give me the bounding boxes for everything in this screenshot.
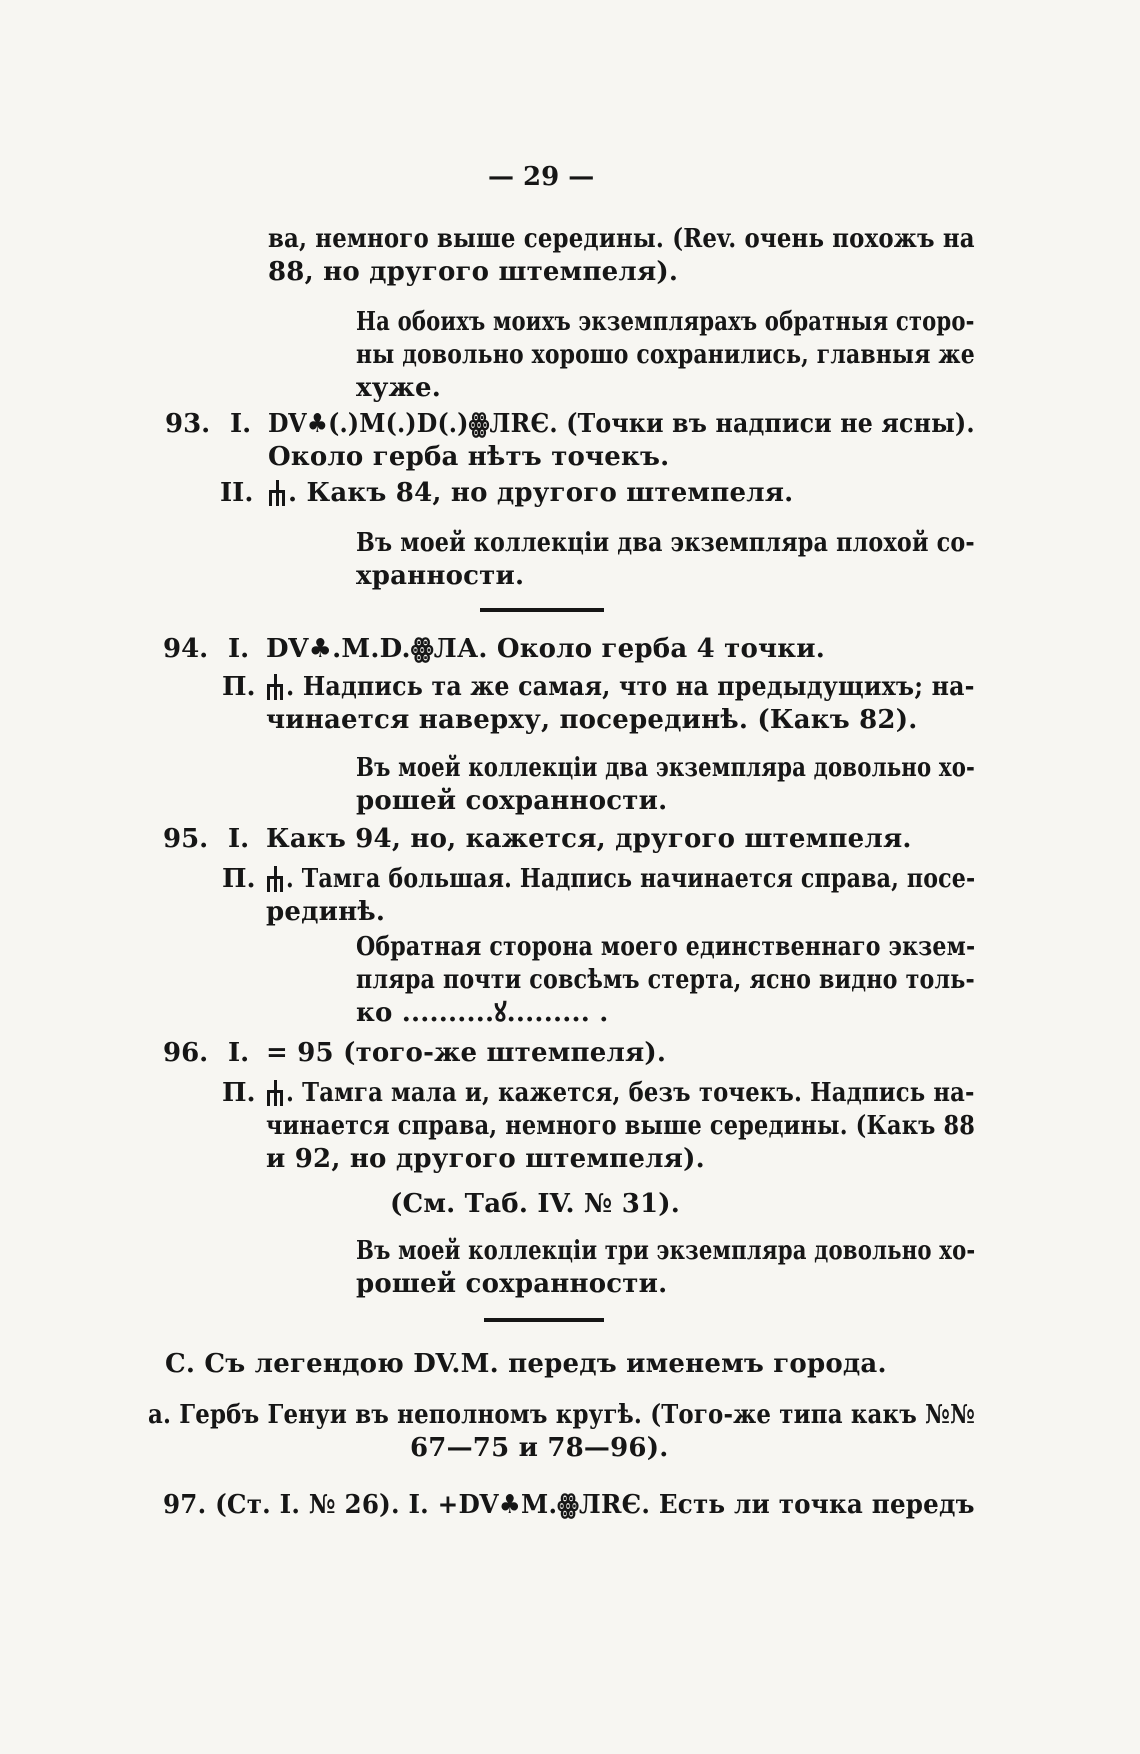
text-line: пляра почти совсѣмъ стерта, ясно видно толь- [356,965,975,995]
text-line: Въ моей коллекціи два экземпляра довольно хо- [356,753,976,783]
section-divider [484,1318,604,1322]
text-line: Въ моей коллекціи три экземпляра довольно хо- [356,1236,976,1266]
text-line: ко ..........ꙋ......... . [356,998,609,1028]
text-line: DV♣(.)M(.)D(.)ꙮЛRЄ. (Точки въ надписи не ясны). [268,409,975,439]
text-line: 88, но другого штемпеля). [268,257,679,287]
reverse-marker: II. [220,478,254,508]
text-line: 67—75 и 78—96). [410,1433,669,1463]
text-line: чинается справа, немного выше середины. (Какъ 88 [266,1111,976,1141]
text-line: Обратная сторона моего единственнаго экзем- [356,932,976,962]
page-number: — 29 — [488,162,595,192]
plate-reference: (См. Таб. IV. № 31). [390,1189,681,1219]
text-line: На обоихъ моихъ экземплярахъ обратныя сторо- [356,307,975,337]
text-line: хуже. [356,373,441,403]
text-line: ва, немного выше середины. (Rev. очень похожъ на [268,224,975,254]
text-line: Около герба нѣтъ точекъ. [268,442,670,472]
text-line: ны довольно хорошо сохранились, главныя же [356,340,975,370]
text-line: . Тамга мала и, кажется, безъ точекъ. Надпись на- [286,1078,975,1108]
text-line: = 95 (того-же штемпеля). [266,1038,667,1068]
reverse-marker: П. [222,1078,256,1108]
entry-number: 94. [163,634,209,664]
text-line: рошей сохранности. [356,1269,668,1299]
reverse-marker: П. [222,672,256,702]
obverse-marker: І. [230,409,252,439]
text-line: чинается наверху, посерединѣ. (Какъ 82). [266,705,918,735]
obverse-marker: I. [228,1038,250,1068]
subsection-heading: а. Гербъ Генуи въ неполномъ кругѣ. (Того-же типа какъ №№ [148,1400,976,1430]
tamga-icon [266,1080,284,1106]
tamga-icon [268,480,286,506]
tamga-icon [266,674,284,700]
text-line: рединѣ. [266,897,386,927]
text-line: и 92, но другого штемпеля). [266,1144,705,1174]
entry-number: 96. [163,1038,209,1068]
obverse-marker: I. [228,824,250,854]
tamga-icon [266,866,284,892]
text-line: хранности. [356,561,525,591]
text-line: рошей сохранности. [356,786,668,816]
obverse-marker: I. [228,634,250,664]
text-line: 97. (Ст. І. № 26). I. +DV♣M.ꙮЛRЄ. Есть ли точка передъ [163,1490,975,1520]
entry-number: 95. [163,824,209,854]
entry-number: 93. [165,409,211,439]
text-line: . Какъ 84, но другого штемпеля. [288,478,794,508]
section-heading: С. Съ легендою DV.M. передъ именемъ города. [165,1349,887,1379]
text-line: Какъ 94, но, кажется, другого штемпеля. [266,824,912,854]
reverse-marker: П. [222,864,256,894]
text-line: Въ моей коллекціи два экземпляра плохой со- [356,528,975,558]
text-line: DV♣.M.D.ꙮЛА. Около герба 4 точки. [266,634,825,664]
text-line: . Надпись та же самая, что на предыдущихъ; на- [286,672,975,702]
section-divider [480,608,604,612]
text-line: . Тамга большая. Надпись начинается справа, посе- [286,864,976,894]
